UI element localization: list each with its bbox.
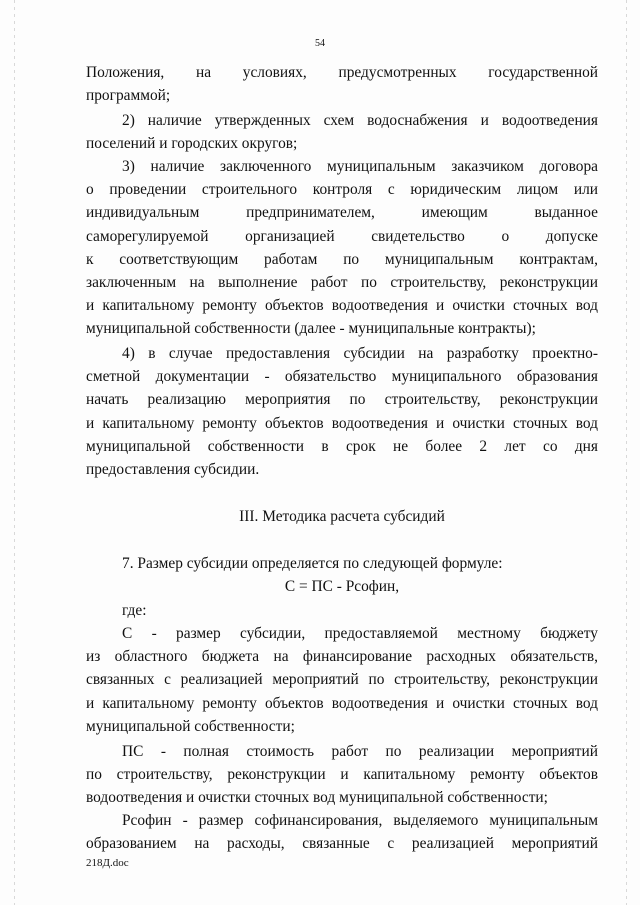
text-line: образованием на расходы, связанные с реализацией мероприятий xyxy=(86,835,598,853)
text-line: муниципальной собственности; xyxy=(86,717,295,735)
text-line: о проведении строительного контроля с юридическим лицом или xyxy=(86,181,598,199)
section-title: III. Методика расчета субсидий xyxy=(239,508,445,525)
paragraph-continuation xyxy=(86,61,598,107)
paragraph-item-4 xyxy=(86,342,598,481)
scan-edge-right xyxy=(626,0,627,905)
paragraph-item-7 xyxy=(86,552,598,598)
text-line: муниципальной собственности в срок не более 2 лет со дня xyxy=(86,437,598,455)
definition-ps xyxy=(86,740,598,810)
text-line: и капитальному ремонту объектов водоотведения и очистки сточных вод xyxy=(86,297,598,315)
text-line: ПС - полная стоимость работ по реализации мероприятий xyxy=(122,743,598,760)
text-line: 2) наличие утвержденных схем водоснабжения и водоотведения xyxy=(122,112,598,129)
text-line: 3) наличие заключенного муниципальным заказчиком договора xyxy=(122,158,598,175)
text-line: заключенным на выполнение работ по строительству, реконструкции xyxy=(86,274,598,292)
text-line: водоотведения и очистки сточных вод муниципальной собственности; xyxy=(86,789,548,807)
text-line: сметной документации - обязательство муниципального образования xyxy=(86,368,598,386)
page-number: 54 xyxy=(315,38,325,49)
where-label-block xyxy=(86,599,598,622)
footer-filename: 218Д.doc xyxy=(86,857,129,869)
text-line: из областного бюджета на финансирование расходных обязательств, xyxy=(86,648,598,666)
definition-rsofin xyxy=(86,809,598,855)
text-line: 4) в случае предоставления субсидии на разработку проектно- xyxy=(122,345,598,362)
text-line: Рсофин - размер софинансирования, выделяемого муниципальным xyxy=(122,812,598,829)
text-line: и капитальному ремонту объектов водоотведения и очистки сточных вод xyxy=(86,694,598,712)
text-line: 7. Размер субсидии определяется по следующей формуле: xyxy=(122,555,503,572)
text-line: саморегулируемой организацией свидетельство о допуске xyxy=(86,227,598,245)
where-label: где: xyxy=(122,602,147,619)
text-line: С - размер субсидии, предоставляемой местному бюджету xyxy=(122,625,598,642)
text-line: связанных с реализацией мероприятий по строительству, реконструкции xyxy=(86,671,598,689)
paragraph-item-3 xyxy=(86,155,598,341)
section-heading xyxy=(86,505,598,528)
text-line: программой; xyxy=(86,87,171,105)
text-line: поселений и городских округов; xyxy=(86,135,298,153)
text-line: Положения, на условиях, предусмотренных государственной xyxy=(86,64,598,81)
text-line: по строительству, реконструкции и капитальному ремонту объектов xyxy=(86,766,598,784)
definition-c xyxy=(86,622,598,738)
formula: С = ПС - Рсофин, xyxy=(284,578,400,596)
text-line: начать реализацию мероприятия по строительству, реконструкции xyxy=(86,391,598,409)
scan-edge-left xyxy=(14,0,15,905)
text-line: к соответствующим работам по муниципальным контрактам, xyxy=(86,250,598,268)
paragraph-item-2 xyxy=(86,109,598,155)
text-line: индивидуальным предпринимателем, имеющим выданное xyxy=(86,204,598,222)
text-line: предоставления субсидии. xyxy=(86,461,260,479)
text-line: и капитальному ремонту объектов водоотведения и очистки сточных вод xyxy=(86,414,598,432)
text-line: муниципальной собственности (далее - муниципальные контракты); xyxy=(86,320,536,338)
